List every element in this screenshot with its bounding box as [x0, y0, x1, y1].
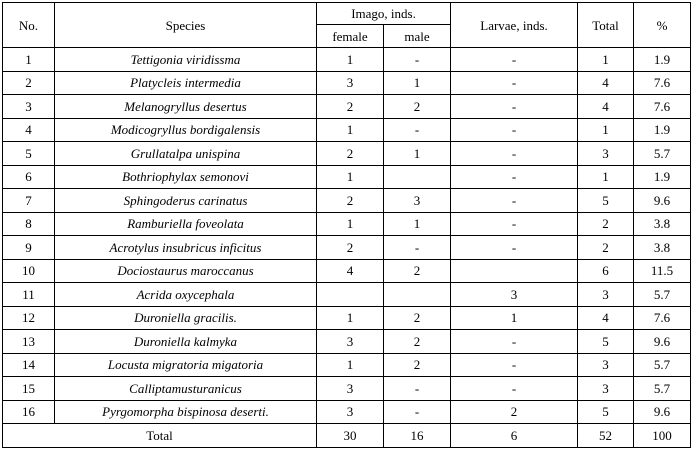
cell-species: Locusta migratoria migatoria	[55, 353, 317, 377]
totals-percent: 100	[634, 424, 691, 448]
cell-total: 5	[578, 400, 634, 424]
cell-male: 3	[384, 189, 451, 213]
cell-male: -	[384, 236, 451, 260]
table-row	[3, 118, 691, 142]
cell-species: Acrotylus insubricus inficitus	[55, 236, 317, 260]
cell-no: 16	[3, 400, 55, 424]
header-species: Species	[55, 3, 317, 48]
cell-female: 1	[317, 212, 384, 236]
cell-total: 4	[578, 306, 634, 330]
cell-male: -	[384, 118, 451, 142]
cell-total: 5	[578, 189, 634, 213]
cell-percent: 1.9	[634, 48, 691, 72]
cell-species: Duroniella gracilis.	[55, 306, 317, 330]
cell-percent: 5.7	[634, 377, 691, 401]
cell-percent: 11.5	[634, 259, 691, 283]
totals-male: 16	[384, 424, 451, 448]
header-female: female	[317, 25, 384, 48]
cell-percent: 7.6	[634, 71, 691, 95]
totals-female: 30	[317, 424, 384, 448]
cell-no: 9	[3, 236, 55, 260]
cell-species: Modicogryllus bordigalensis	[55, 118, 317, 142]
totals-row	[3, 424, 691, 448]
cell-species: Tettigonia viridissma	[55, 48, 317, 72]
cell-percent: 9.6	[634, 330, 691, 354]
header-no: No.	[3, 3, 55, 48]
cell-no: 5	[3, 142, 55, 166]
table-row	[3, 400, 691, 424]
cell-species: Duroniella kalmyka	[55, 330, 317, 354]
cell-percent: 1.9	[634, 118, 691, 142]
cell-male: -	[384, 377, 451, 401]
cell-female: 2	[317, 236, 384, 260]
cell-species: Platycleis intermedia	[55, 71, 317, 95]
cell-larvae: -	[451, 165, 578, 189]
cell-no: 8	[3, 212, 55, 236]
cell-larvae: -	[451, 71, 578, 95]
cell-no: 12	[3, 306, 55, 330]
cell-species: Pyrgomorpha bispinosa deserti.	[55, 400, 317, 424]
cell-total: 2	[578, 212, 634, 236]
table-row	[3, 212, 691, 236]
cell-total: 1	[578, 165, 634, 189]
cell-larvae: 2	[451, 400, 578, 424]
table-row	[3, 48, 691, 72]
cell-female: 2	[317, 189, 384, 213]
cell-larvae: -	[451, 118, 578, 142]
cell-total: 3	[578, 377, 634, 401]
cell-female: 2	[317, 142, 384, 166]
cell-percent: 9.6	[634, 400, 691, 424]
cell-larvae: -	[451, 330, 578, 354]
cell-male: -	[384, 400, 451, 424]
cell-species: Sphingoderus carinatus	[55, 189, 317, 213]
cell-no: 6	[3, 165, 55, 189]
cell-female: 1	[317, 165, 384, 189]
totals-larvae: 6	[451, 424, 578, 448]
header-male: male	[384, 25, 451, 48]
cell-larvae: -	[451, 189, 578, 213]
cell-female: 2	[317, 95, 384, 119]
cell-species: Calliptamusturanicus	[55, 377, 317, 401]
cell-species: Dociostaurus maroccanus	[55, 259, 317, 283]
cell-species: Bothriophylax semonovi	[55, 165, 317, 189]
cell-percent: 3.8	[634, 212, 691, 236]
cell-female: 3	[317, 330, 384, 354]
table-row	[3, 353, 691, 377]
cell-species: Ramburiella foveolata	[55, 212, 317, 236]
cell-larvae: -	[451, 142, 578, 166]
cell-no: 2	[3, 71, 55, 95]
table-row	[3, 377, 691, 401]
cell-female: 1	[317, 353, 384, 377]
cell-percent: 5.7	[634, 353, 691, 377]
cell-percent: 5.7	[634, 283, 691, 307]
cell-larvae: -	[451, 95, 578, 119]
cell-male	[384, 165, 451, 189]
cell-female: 4	[317, 259, 384, 283]
cell-species: Melanogryllus desertus	[55, 95, 317, 119]
cell-female: 1	[317, 48, 384, 72]
cell-total: 3	[578, 353, 634, 377]
header-larvae: Larvae, inds.	[451, 3, 578, 48]
cell-no: 14	[3, 353, 55, 377]
cell-percent: 3.8	[634, 236, 691, 260]
cell-larvae: -	[451, 48, 578, 72]
cell-total: 2	[578, 236, 634, 260]
cell-no: 13	[3, 330, 55, 354]
cell-total: 3	[578, 142, 634, 166]
cell-no: 4	[3, 118, 55, 142]
cell-female: 3	[317, 400, 384, 424]
cell-no: 10	[3, 259, 55, 283]
cell-larvae: -	[451, 212, 578, 236]
cell-percent: 9.6	[634, 189, 691, 213]
header-total: Total	[578, 3, 634, 48]
cell-larvae: 3	[451, 283, 578, 307]
table-row	[3, 306, 691, 330]
cell-male: -	[384, 48, 451, 72]
cell-male: 2	[384, 353, 451, 377]
cell-female: 1	[317, 306, 384, 330]
totals-total: 52	[578, 424, 634, 448]
cell-species: Grullatalpa unispina	[55, 142, 317, 166]
cell-no: 3	[3, 95, 55, 119]
cell-total: 3	[578, 283, 634, 307]
cell-percent: 1.9	[634, 165, 691, 189]
cell-larvae: -	[451, 377, 578, 401]
cell-total: 6	[578, 259, 634, 283]
cell-percent: 7.6	[634, 95, 691, 119]
table-row	[3, 71, 691, 95]
table-row	[3, 259, 691, 283]
cell-total: 4	[578, 95, 634, 119]
cell-male: 1	[384, 71, 451, 95]
header-imago: Imago, inds.	[317, 3, 451, 25]
species-table	[2, 2, 691, 448]
cell-male: 2	[384, 306, 451, 330]
cell-larvae	[451, 259, 578, 283]
cell-total: 4	[578, 71, 634, 95]
cell-no: 11	[3, 283, 55, 307]
table-row	[3, 330, 691, 354]
cell-total: 1	[578, 48, 634, 72]
cell-male	[384, 283, 451, 307]
table-row	[3, 142, 691, 166]
totals-label: Total	[3, 424, 317, 448]
cell-no: 1	[3, 48, 55, 72]
table-row	[3, 165, 691, 189]
cell-male: 1	[384, 142, 451, 166]
cell-female: 3	[317, 377, 384, 401]
table-row	[3, 189, 691, 213]
header-percent: %	[634, 3, 691, 48]
cell-total: 1	[578, 118, 634, 142]
cell-male: 2	[384, 259, 451, 283]
cell-no: 15	[3, 377, 55, 401]
table-row	[3, 283, 691, 307]
cell-female	[317, 283, 384, 307]
table-row	[3, 95, 691, 119]
cell-female: 3	[317, 71, 384, 95]
cell-larvae: -	[451, 353, 578, 377]
cell-larvae: 1	[451, 306, 578, 330]
cell-percent: 5.7	[634, 142, 691, 166]
table-row	[3, 236, 691, 260]
header-row	[3, 3, 691, 25]
cell-male: 1	[384, 212, 451, 236]
cell-percent: 7.6	[634, 306, 691, 330]
cell-male: 2	[384, 95, 451, 119]
cell-larvae: -	[451, 236, 578, 260]
cell-species: Acrida oxycephala	[55, 283, 317, 307]
cell-total: 5	[578, 330, 634, 354]
cell-male: 2	[384, 330, 451, 354]
cell-female: 1	[317, 118, 384, 142]
cell-no: 7	[3, 189, 55, 213]
